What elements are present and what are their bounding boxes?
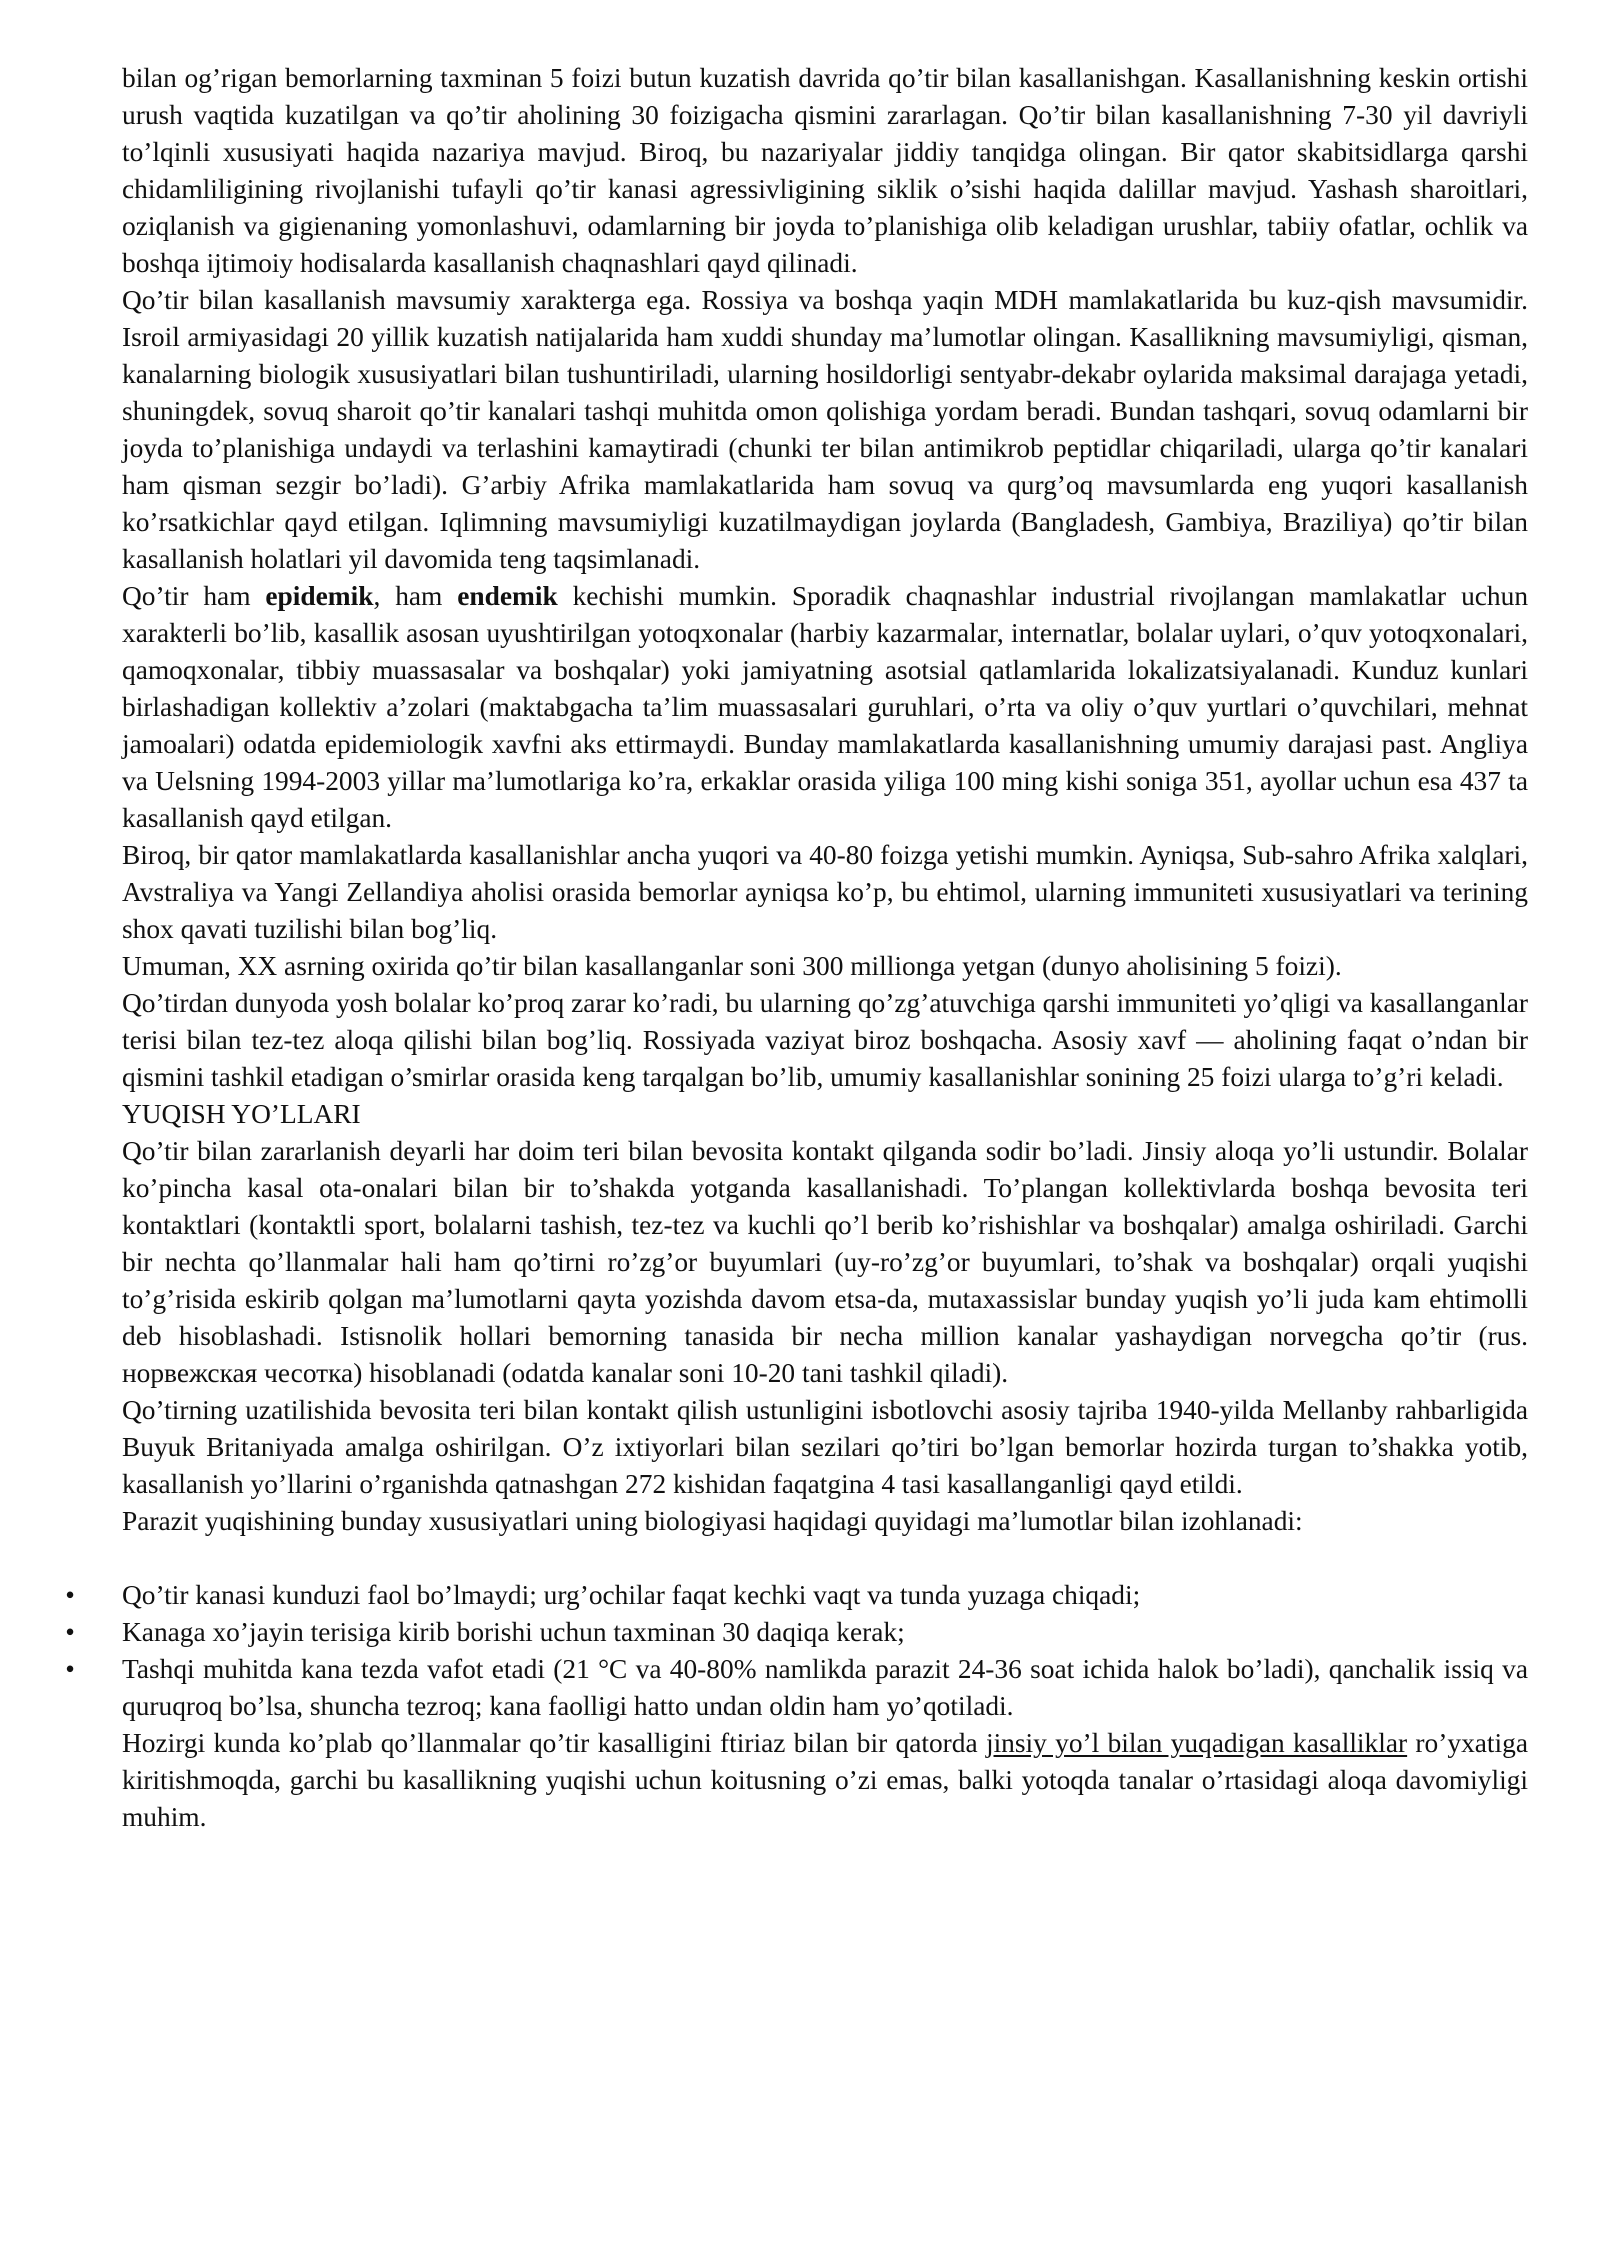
- document-page: [65, 60, 1529, 1836]
- text-run: , ham: [373, 581, 458, 611]
- text-run: kechishi mumkin. Sporadik chaqnashlar industrial rivojlangan mamlakatlar uchun xarakterli bo’lib, kasallik asosan uyushtirilgan yotoqxonalar (harbiy kazarmalar, internatlar, bolalar uylari, o’quv yotoqxonalari, qamoqxonalar, tibbiy muassasalar va boshqalar) yoki jamiyatning asotsial qatlamlarida lokalizatsiyalanadi. Kunduz kunlari birlashadigan kollektiv a’zolari (maktabgacha ta’lim muassasalari guruhlari, o’rta va oliy o’quv yurtlari o’quvchilari, mehnat jamoalari) odatda epidemiologik xavfni aks ettirmaydi. Bunday mamlakatlarda kasallanishning umumiy darajasi past. Angliya va Uelsning 1994-2003 yillar ma’lumotlariga ko’ra, erkaklar orasida yiliga 100 ming kishi soniga 351, ayollar uchun esa 437 ta kasallanish qayd etilgan.: [122, 581, 1529, 833]
- paragraph-mellanby-experiment: Qo’tirning uzatilishida bevosita teri bilan kontakt qilish ustunligini isbotlovchi asosiy tajriba 1940-yilda Mellanby rahbarligida Buyuk Britaniyada amalga oshirilgan. O’z ixtiyorlari bilan sezilari qo’tiri bo’lgan bemorlar hozirda turgan to’shakka yotib, kasallanish yo’llarini o’rganishda qatnashgan 272 kishidan faqatgina 4 tasi kasallanganligi qayd etildi.: [122, 1395, 1528, 1499]
- list-item-text: Tashqi muhitda kana tezda vafot etadi (21 °C va 40-80% namlikda parazit 24-36 soat ichida halok bo’ladi), qanchalik issiq va quruqroq bo’lsa, shuncha tezroq; kana faolligi hatto undan oldin ham yo’qotiladi.: [122, 1654, 1528, 1721]
- section-heading-transmission: YUQISH YO’LLARI: [122, 1099, 361, 1129]
- list-item-text: Kanaga xo’jayin terisiga kirib borishi uchun taxminan 30 daqiqa kerak;: [122, 1617, 905, 1647]
- paragraph-epidemic-endemic: [122, 578, 1528, 837]
- paragraph-seasonality: Qo’tir bilan kasallanish mavsumiy xarakterga ega. Rossiya va boshqa yaqin MDH mamlakatlarida bu kuz-qish mavsumidir. Isroil armiyasidagi 20 yillik kuzatish natijalarida ham xuddi shunday ma’lumotlar olingan. Kasallikning mavsumiyligi, qisman, kanalarning biologik xususiyatlari bilan tushuntiriladi, ularning hosildorligi sentyabr-dekabr oylarida maksimal darajaga yetadi, shuningdek, sovuq sharoit qo’tir kanalari tashqi muhitda omon qolishiga yordam beradi. Bundan tashqari, sovuq odamlarni bir joyda to’planishiga undaydi va terlashini kamaytiradi (chunki ter bilan antimikrob peptidlar chiqariladi, ularga qo’tir kanalari ham qisman sezgir bo’ladi). G’arbiy Afrika mamlakatlarida ham sovuq va qurg’oq mavsumlarda eng yuqori kasallanish ko’rsatkichlar qayd etilgan. Iqlimning mavsumiyligi kuzatilmaydigan joylarda (Bangladesh, Gambiya, Braziliya) qo’tir bilan kasallanish holatlari yil davomida teng taqsimlanadi.: [122, 285, 1528, 574]
- bullet-icon: •: [65, 1654, 75, 1684]
- paragraph-prevalence-history: bilan og’rigan bemorlarning taxminan 5 foizi butun kuzatish davrida qo’tir bilan kasallanishgan. Kasallanishning keskin ortishi urush vaqtida kuzatilgan va qo’tir aholining 30 foizigacha qismini zararlagan. Qo’tir bilan kasallanishning 7-30 yil davriyli to’lqinli xususiyati haqida nazariya mavjud. Biroq, bu nazariyalar jiddiy tanqidga olingan. Bir qator skabitsidlarga qarshi chidamliligining rivojlanishi tufayli qo’tir kanasi agressivligining siklik o’sishi haqida dalillar mavjud. Yashash sharoitlari, oziqlanish va gigienaning yomonlashuvi, odamlarning bir joyda to’planishiga olib keladigan urushlar, tabiiy ofatlar, ochlik va boshqa ijtimoiy hodisalarda kasallanish chaqnashlari qayd qilinadi.: [122, 63, 1528, 278]
- paragraph-contact-transmission: Qo’tir bilan zararlanish deyarli har doim teri bilan bevosita kontakt qilganda sodir bo’ladi. Jinsiy aloqa yo’li ustundir. Bolalar ko’pincha kasal ota-onalari bilan bir to’shakda yotganda kasallanishadi. To’plangan kollektivlarda boshqa bevosita teri kontaktlari (kontaktli sport, bolalarni tashish, tez-tez va kuchli qo’l berib ko’rishishlar va boshqalar) amalga oshiriladi. Garchi bir nechta qo’llanmalar hali ham qo’tirni ro’zg’or buyumlari (uy-ro’zg’or buyumlari, to’shak va boshqalar) orqali yuqishi to’g’risida eskirib qolgan ma’lumotlarni qayta yozishda davom etsa-da, mutaxassislar bunday yuqish yo’li juda kam ehtimolli deb hisoblashadi. Istisnolik hollari bemorning tanasida bir necha million kanalar yashaydigan norvegcha qo’tir (rus. норвежская чесотка) hisoblanadi (odatda kanalar soni 10-20 tani tashkil qiladi).: [122, 1136, 1528, 1388]
- paragraph-global-total: Umuman, XX asrning oxirida qo’tir bilan kasallanganlar soni 300 millionga yetgan (dunyo aholisining 5 foizi).: [122, 951, 1342, 981]
- list-item: [65, 1651, 1528, 1725]
- sti-link[interactable]: jinsiy yo’l bilan yuqadigan kasalliklar: [985, 1728, 1408, 1758]
- text-run: Hozirgi kunda ko’plab qo’llanmalar qo’tir kasalligini ftiriaz bilan bir qatorda: [122, 1728, 986, 1758]
- text-run: ro’yxatiga kiritishmoqda, garchi bu kasallikning yuqishi uchun koitusning o’zi emas, balki yotoqda tanalar o’rtasidagi aloqa davomiyligi muhim.: [122, 1728, 1528, 1832]
- list-item: [65, 1577, 1528, 1614]
- bullet-icon: •: [65, 1580, 75, 1610]
- bold-term-endemic: endemik: [457, 581, 558, 611]
- blank-line: [122, 1540, 1528, 1577]
- bullet-icon: •: [65, 1617, 75, 1647]
- paragraph-children-risk: Qo’tirdan dunyoda yosh bolalar ko’proq zarar ko’radi, bu ularning qo’zg’atuvchiga qarshi immuniteti yo’qligi va kasallanganlar terisi bilan tez-tez aloqa qilishi bilan bog’liq. Rossiyada vaziyat biroz boshqacha. Asosiy xavf — aholining faqat o’ndan bir qismini tashkil etadigan o’smirlar orasida keng tarqalgan bo’lib, umumiy kasallanishlar sonining 25 foizi ularga to’g’ri keladi.: [122, 988, 1528, 1092]
- bullet-list: [65, 1577, 1528, 1725]
- paragraph-high-incidence-regions: Biroq, bir qator mamlakatlarda kasallanishlar ancha yuqori va 40-80 foizga yetishi mumkin. Ayniqsa, Sub-sahro Afrika xalqlari, Avstraliya va Yangi Zellandiya aholisi orasida bemorlar ayniqsa ko’p, bu ehtimol, ularning immuniteti xususiyatlari va terining shox qavati tuzilishi bilan bog’liq.: [122, 840, 1528, 944]
- paragraph-biology-intro: Parazit yuqishining bunday xususiyatlari uning biologiyasi haqidagi quyidagi ma’lumotlar bilan izohlanadi:: [122, 1506, 1303, 1536]
- text-run: Qo’tir ham: [122, 581, 266, 611]
- list-item: [65, 1614, 1528, 1651]
- paragraph-sti-classification: [122, 1725, 1528, 1836]
- list-item-text: Qo’tir kanasi kunduzi faol bo’lmaydi; urg’ochilar faqat kechki vaqt va tunda yuzaga chiqadi;: [122, 1580, 1141, 1610]
- bold-term-epidemic: epidemik: [265, 581, 374, 611]
